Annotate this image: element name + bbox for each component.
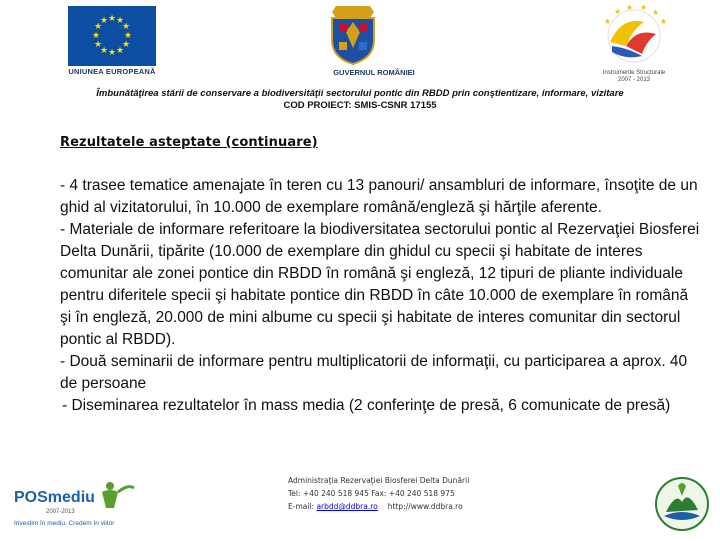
result-item-thematic-routes: - 4 trasee tematice amenajate în teren cu 13 panouri/ ansambluri de informare, însoţite de un ghid al vizitatorului, în 10.000 de exemplare română/engleză şi hărţile aferente.: [60, 177, 698, 216]
footer-org-name: Administraţia Rezervaţiei Biosferei Delta Dunării: [288, 476, 470, 485]
svg-text:★: ★: [93, 40, 103, 50]
footer-phone-fax: Tel: +40 240 518 945 Fax: +40 240 518 975: [288, 489, 455, 498]
footer-email-row: [288, 500, 558, 513]
posmediu-slogan: Investim în mediu. Credem în viitor: [14, 520, 115, 527]
svg-text:★: ★: [660, 17, 668, 26]
main-body-text: [60, 175, 700, 417]
svg-text:★: ★: [93, 22, 103, 32]
project-code: COD PROIECT: SMIS-CSNR 17155: [283, 100, 437, 111]
eu-flag-logo: [68, 6, 156, 66]
structural-instruments-logo: [592, 2, 674, 70]
posmediu-name: POSmediu: [14, 489, 95, 506]
section-heading: Rezultatele asteptate (continuare): [60, 135, 318, 150]
structural-instruments-label: [596, 70, 672, 84]
footer-contact-block: [288, 474, 558, 513]
footer-email-label: E-mail:: [288, 502, 317, 511]
footer-email-link[interactable]: arbdd@ddbra.ro: [316, 502, 378, 511]
svg-text:★: ★: [626, 3, 634, 12]
eu-label: UNIUNEA EUROPEANĂ: [68, 67, 156, 76]
svg-text:★: ★: [604, 17, 612, 26]
svg-text:★: ★: [99, 46, 109, 56]
svg-text:★: ★: [107, 48, 117, 58]
result-item-information-materials: - Materiale de informare referitoare la biodiversitatea sectorului pontic al Rezervaţiei Biosferei Delta Dunării, tipărite (10.000 de exemplare din ghidul cu specii şi habitate de interes comunitar ale zonei pontice din RBDD în română şi engleză, 12 tipuri de pliante individuale pentru diferitele specii şi habitate pontice din RBDD în câte 10.000 de exemplare în română şi în engleză, 20.000 de mini albume cu specii şi habitate de interes comunitar din sectorul pontic al RBDD).: [60, 221, 700, 348]
svg-text:★: ★: [115, 46, 125, 56]
footer-website[interactable]: http://www.ddbra.ro: [387, 502, 463, 511]
government-label: GUVERNUL ROMÂNIEI: [333, 68, 415, 77]
svg-text:★: ★: [107, 14, 117, 24]
svg-text:★: ★: [91, 31, 101, 41]
project-title: Îmbunătăţirea stării de conservare a biodiversităţii sectorului pontic din RBDD prin conştientizare, informare, vizitare: [96, 88, 624, 99]
romania-coat-of-arms-logo: [326, 2, 380, 66]
structural-instruments-label-line2: 2007 - 2013: [617, 77, 651, 83]
ddbra-logo: [652, 472, 712, 536]
svg-text:★: ★: [614, 7, 622, 16]
posmediu-years: 2007-2013: [46, 509, 75, 515]
result-item-seminars: - Două seminarii de informare pentru multiplicatorii de informaţii, cu participarea a aprox. 40 de persoane: [60, 353, 688, 392]
svg-text:★: ★: [99, 16, 109, 26]
posmediu-figure-icon: [102, 482, 134, 508]
svg-text:★: ★: [115, 16, 125, 26]
svg-text:★: ★: [121, 22, 131, 32]
svg-text:★: ★: [652, 8, 660, 17]
posmediu-logo: [6, 478, 156, 534]
svg-text:★: ★: [121, 40, 131, 50]
svg-text:★: ★: [123, 31, 133, 41]
eu-stars-icon: [68, 6, 156, 66]
result-item-media-dissemination: - Diseminarea rezultatelor în mass media (2 conferinţe de presă, 6 comunicate de presă): [62, 397, 671, 414]
svg-text:★: ★: [640, 3, 648, 12]
structural-instruments-label-line1: Instrumente Structurale: [602, 70, 666, 76]
